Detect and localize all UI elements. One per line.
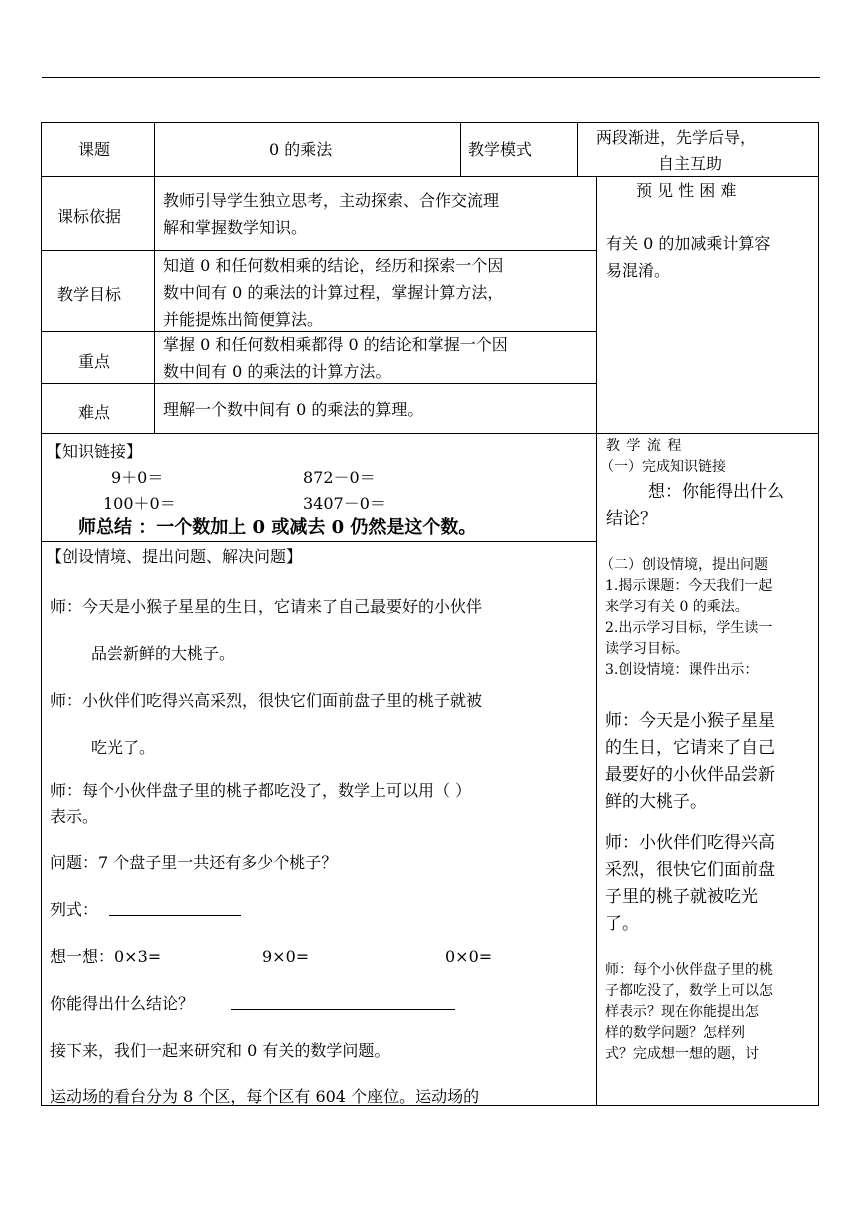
flow-story-line: 鲜的大桃子。 bbox=[605, 792, 707, 812]
flow-title: 教 学 流 程 bbox=[606, 438, 683, 454]
flow-item-line: 读学习目标。 bbox=[605, 641, 689, 657]
topic-value: 0 的乘法 bbox=[269, 140, 333, 159]
flow-step-1-line: 想：你能得出什么 bbox=[648, 482, 784, 502]
flow-story-line: 了。 bbox=[605, 914, 639, 934]
flow-story-3 bbox=[605, 960, 773, 1065]
flow-story-1 bbox=[605, 708, 775, 816]
next-line: 接下来，我们一起来研究和 0 有关的数学问题。 bbox=[50, 1041, 391, 1060]
flow-story-line: 子里的桃子就被吃光 bbox=[605, 887, 758, 907]
key-text-line: 数中间有 0 的乘法的计算方法。 bbox=[163, 362, 392, 381]
flow-step-1-line: 结论？ bbox=[606, 509, 657, 529]
col-divider-right bbox=[596, 176, 597, 1106]
key-label: 重点 bbox=[78, 352, 111, 371]
goal-label: 教学目标 bbox=[57, 285, 122, 304]
col-divider-label bbox=[154, 122, 155, 433]
flow-step-1: （一）完成知识链接 bbox=[600, 459, 726, 475]
flow-story-line: 的生日，它请来了自己 bbox=[605, 738, 775, 758]
foresee-text-line: 易混淆。 bbox=[606, 261, 671, 280]
difficulty-label: 难点 bbox=[78, 403, 111, 422]
goal-text bbox=[163, 252, 503, 333]
basis-text-line: 解和掌握数学知识。 bbox=[163, 218, 308, 237]
mode-value-line-1: 两段渐进，先学后导， bbox=[596, 128, 757, 147]
mode-label: 教学模式 bbox=[468, 140, 533, 159]
row-divider-2 bbox=[41, 250, 596, 251]
knowledge-eq: 872－0＝ bbox=[303, 468, 376, 487]
situation-paragraph: 师：小伙伴们吃得兴高采烈，很快它们面前盘子里的桃子就被 bbox=[50, 691, 483, 710]
situation-paragraph: 师：每个小伙伴盘子里的桃子都吃没了，数学上可以用（ ） bbox=[50, 781, 472, 800]
knowledge-title: 【知识链接】 bbox=[46, 442, 143, 461]
flow-story-line: 师：每个小伙伴盘子里的桃 bbox=[605, 962, 773, 978]
flow-story-line: 样表示？现在你能提出怎 bbox=[605, 1004, 759, 1020]
flow-story-2 bbox=[605, 830, 775, 938]
situation-title: 【创设情境、提出问题、解决问题】 bbox=[46, 547, 303, 566]
situation-paragraph: 表示。 bbox=[50, 807, 99, 826]
row-divider-5 bbox=[41, 433, 819, 434]
situation-question: 问题：7 个盘子里一共还有多少个桃子？ bbox=[50, 853, 338, 872]
basis-text bbox=[163, 187, 499, 241]
basis-text-line: 教师引导学生独立思考，主动探索、合作交流理 bbox=[163, 191, 500, 210]
knowledge-eq: 3407－0＝ bbox=[303, 494, 386, 513]
flow-step-1-text bbox=[606, 479, 784, 533]
think-equation: 9×0= bbox=[262, 947, 310, 966]
goal-text-line: 数中间有 0 的乘法的计算过程，掌握计算方法， bbox=[163, 283, 504, 302]
situation-paragraph: 师：今天是小猴子星星的生日，它请来了自己最要好的小伙伴 bbox=[50, 597, 483, 616]
flow-item-line: 1.揭示课题：今天我们一起 bbox=[605, 578, 773, 594]
flow-story-line: 师：小伙伴们吃得兴高 bbox=[605, 833, 775, 853]
difficulty-text: 理解一个数中间有 0 的乘法的算理。 bbox=[163, 400, 424, 419]
flow-item-line: 2.出示学习目标，学生读一 bbox=[605, 620, 773, 636]
key-text-line: 掌握 0 和任何数相乘都得 0 的结论和掌握一个因 bbox=[163, 335, 508, 354]
topic-label: 课题 bbox=[78, 140, 111, 159]
mode-value-line-2: 自主互助 bbox=[658, 154, 723, 173]
flow-story-line: 师：今天是小猴子星星 bbox=[605, 711, 775, 731]
flow-item-line: 3.创设情境：课件出示： bbox=[605, 662, 759, 678]
formula-label: 列式： bbox=[50, 900, 99, 919]
think-equation: 0×0= bbox=[445, 947, 493, 966]
situation-paragraph: 品尝新鲜的大桃子。 bbox=[91, 644, 236, 663]
flow-story-line: 采烈，很快它们面前盘 bbox=[605, 860, 775, 880]
col-divider-mode-right bbox=[577, 122, 578, 176]
stadium-problem: 运动场的看台分为 8 个区，每个区有 604 个座位。运动场的 bbox=[50, 1087, 480, 1106]
key-text bbox=[163, 331, 508, 385]
foresee-text bbox=[606, 230, 770, 284]
flow-step-2: （二）创设情境，提出问题 bbox=[600, 557, 768, 573]
foresee-title: 预 见 性 困 难 bbox=[636, 181, 737, 200]
row-divider-6 bbox=[41, 541, 596, 542]
formula-blank[interactable] bbox=[109, 897, 241, 916]
conclusion-prompt: 你能得出什么结论？ bbox=[50, 994, 195, 1013]
knowledge-summary: 师总结 ：一个数加上 0 或减去 0 仍然是这个数。 bbox=[78, 517, 477, 538]
goal-text-line: 并能提炼出简便算法。 bbox=[163, 310, 324, 329]
situation-paragraph: 吃光了。 bbox=[91, 738, 156, 757]
basis-label: 课标依据 bbox=[57, 207, 122, 226]
think-equation: 想一想：0×3= bbox=[50, 947, 162, 966]
conclusion-blank[interactable] bbox=[231, 991, 455, 1010]
foresee-text-line: 有关 0 的加减乘计算容 bbox=[606, 234, 771, 253]
flow-story-line: 子都吃没了，数学上可以怎 bbox=[605, 983, 773, 999]
flow-story-line: 样的数学问题？怎样列 bbox=[605, 1025, 745, 1041]
flow-story-line: 式？完成想一想的题，讨 bbox=[605, 1046, 759, 1062]
flow-step-2-items bbox=[605, 576, 772, 681]
header-rule bbox=[42, 77, 820, 78]
knowledge-eq: 9＋0＝ bbox=[111, 468, 164, 487]
flow-item-line: 来学习有关 0 的乘法。 bbox=[605, 599, 749, 615]
col-divider-mode-left bbox=[460, 122, 461, 176]
goal-text-line: 知道 0 和任何数相乘的结论，经历和探索一个因 bbox=[163, 256, 504, 275]
knowledge-eq: 100＋0＝ bbox=[103, 494, 176, 513]
flow-story-line: 最要好的小伙伴品尝新 bbox=[605, 765, 775, 785]
